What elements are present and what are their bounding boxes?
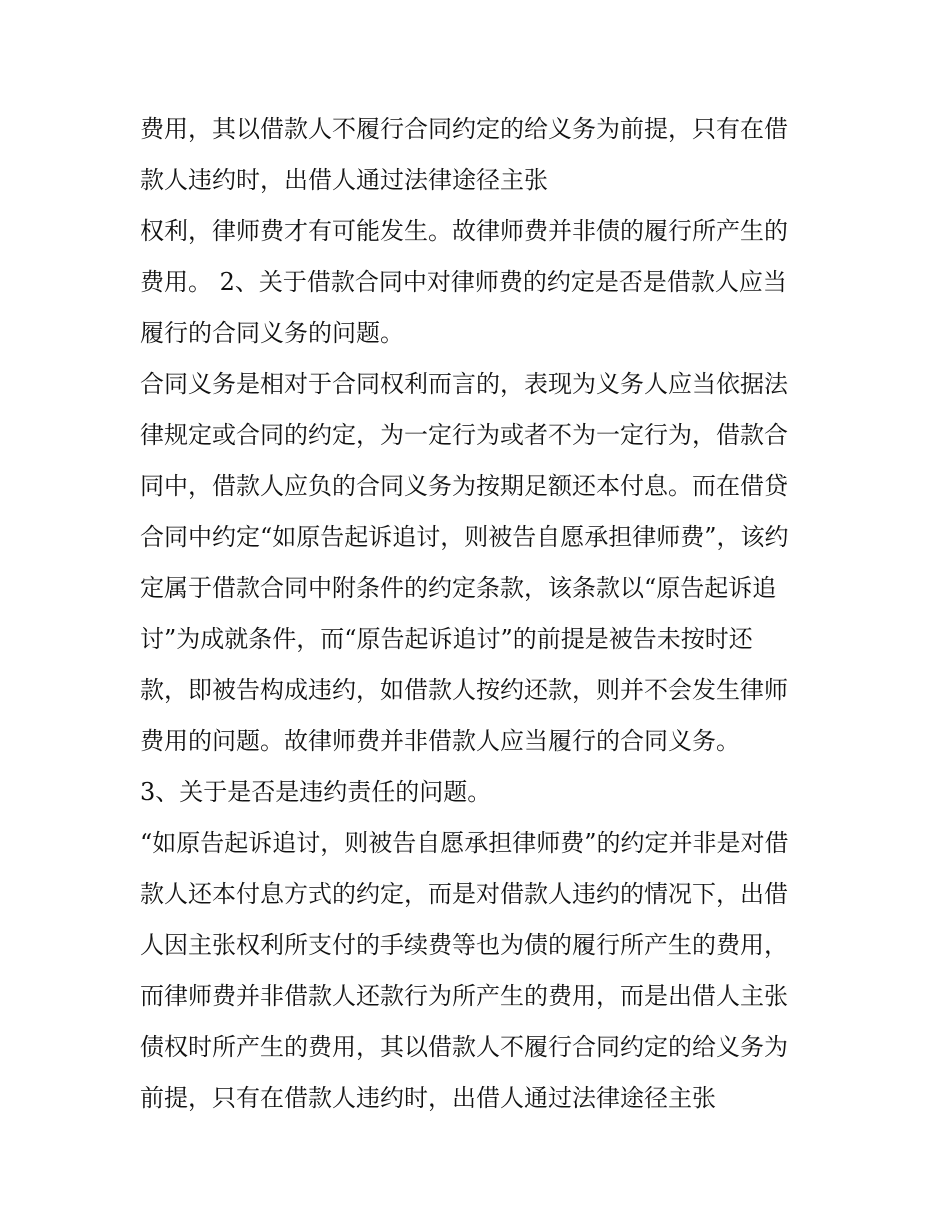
text-line: 费用，其以借款人不履行合同约定的给义务为前提，只有在借 — [140, 115, 788, 143]
text-line: “如原告起诉追讨，则被告自愿承担律师费”的约定并非是对借 — [140, 829, 789, 857]
text-line: 人因主张权利所支付的手续费等也为债的履行所产生的费用， — [140, 931, 788, 959]
text-line: 权利，律师费才有可能发生。故律师费并非债的履行所产生的 — [140, 217, 788, 245]
text-line: 定属于借款合同中附条件的约定条款，该条款以“原告起诉追 — [140, 574, 777, 602]
text-line: 履行的合同义务的问题。 — [140, 319, 404, 347]
text-line: 债权时所产生的费用，其以借款人不履行合同约定的给义务为 — [140, 1033, 788, 1061]
text-line: 合同中约定“如原告起诉追讨，则被告自愿承担律师费”，该约 — [140, 523, 789, 551]
text-line: 费用的问题。故律师费并非借款人应当履行的合同义务。 — [140, 727, 740, 755]
text-line: 律规定或合同的约定，为一定行为或者不为一定行为，借款合 — [140, 421, 788, 449]
text-line: 款，即被告构成违约，如借款人按约还款，则并不会发生律师 — [140, 676, 788, 704]
text-line: 费用。 2、关于借款合同中对律师费的约定是否是借款人应当 — [140, 268, 787, 296]
text-line: 前提，只有在借款人违约时，出借人通过法律途径主张 — [140, 1084, 716, 1112]
text-line: 而律师费并非借款人还款行为所产生的费用，而是出借人主张 — [140, 982, 788, 1010]
text-line: 款人违约时，出借人通过法律途径主张 — [140, 166, 548, 194]
document-body — [140, 104, 820, 1124]
text-line: 款人还本付息方式的约定，而是对借款人违约的情况下，出借 — [140, 880, 788, 908]
text-line: 同中，借款人应负的合同义务为按期足额还本付息。而在借贷 — [140, 472, 788, 500]
text-line: 讨”为成就条件，而“原告起诉追讨”的前提是被告未按时还 — [140, 625, 753, 653]
text-line: 合同义务是相对于合同权利而言的，表现为义务人应当依据法 — [140, 370, 788, 398]
text-line: 3、关于是否是违约责任的问题。 — [140, 778, 492, 806]
